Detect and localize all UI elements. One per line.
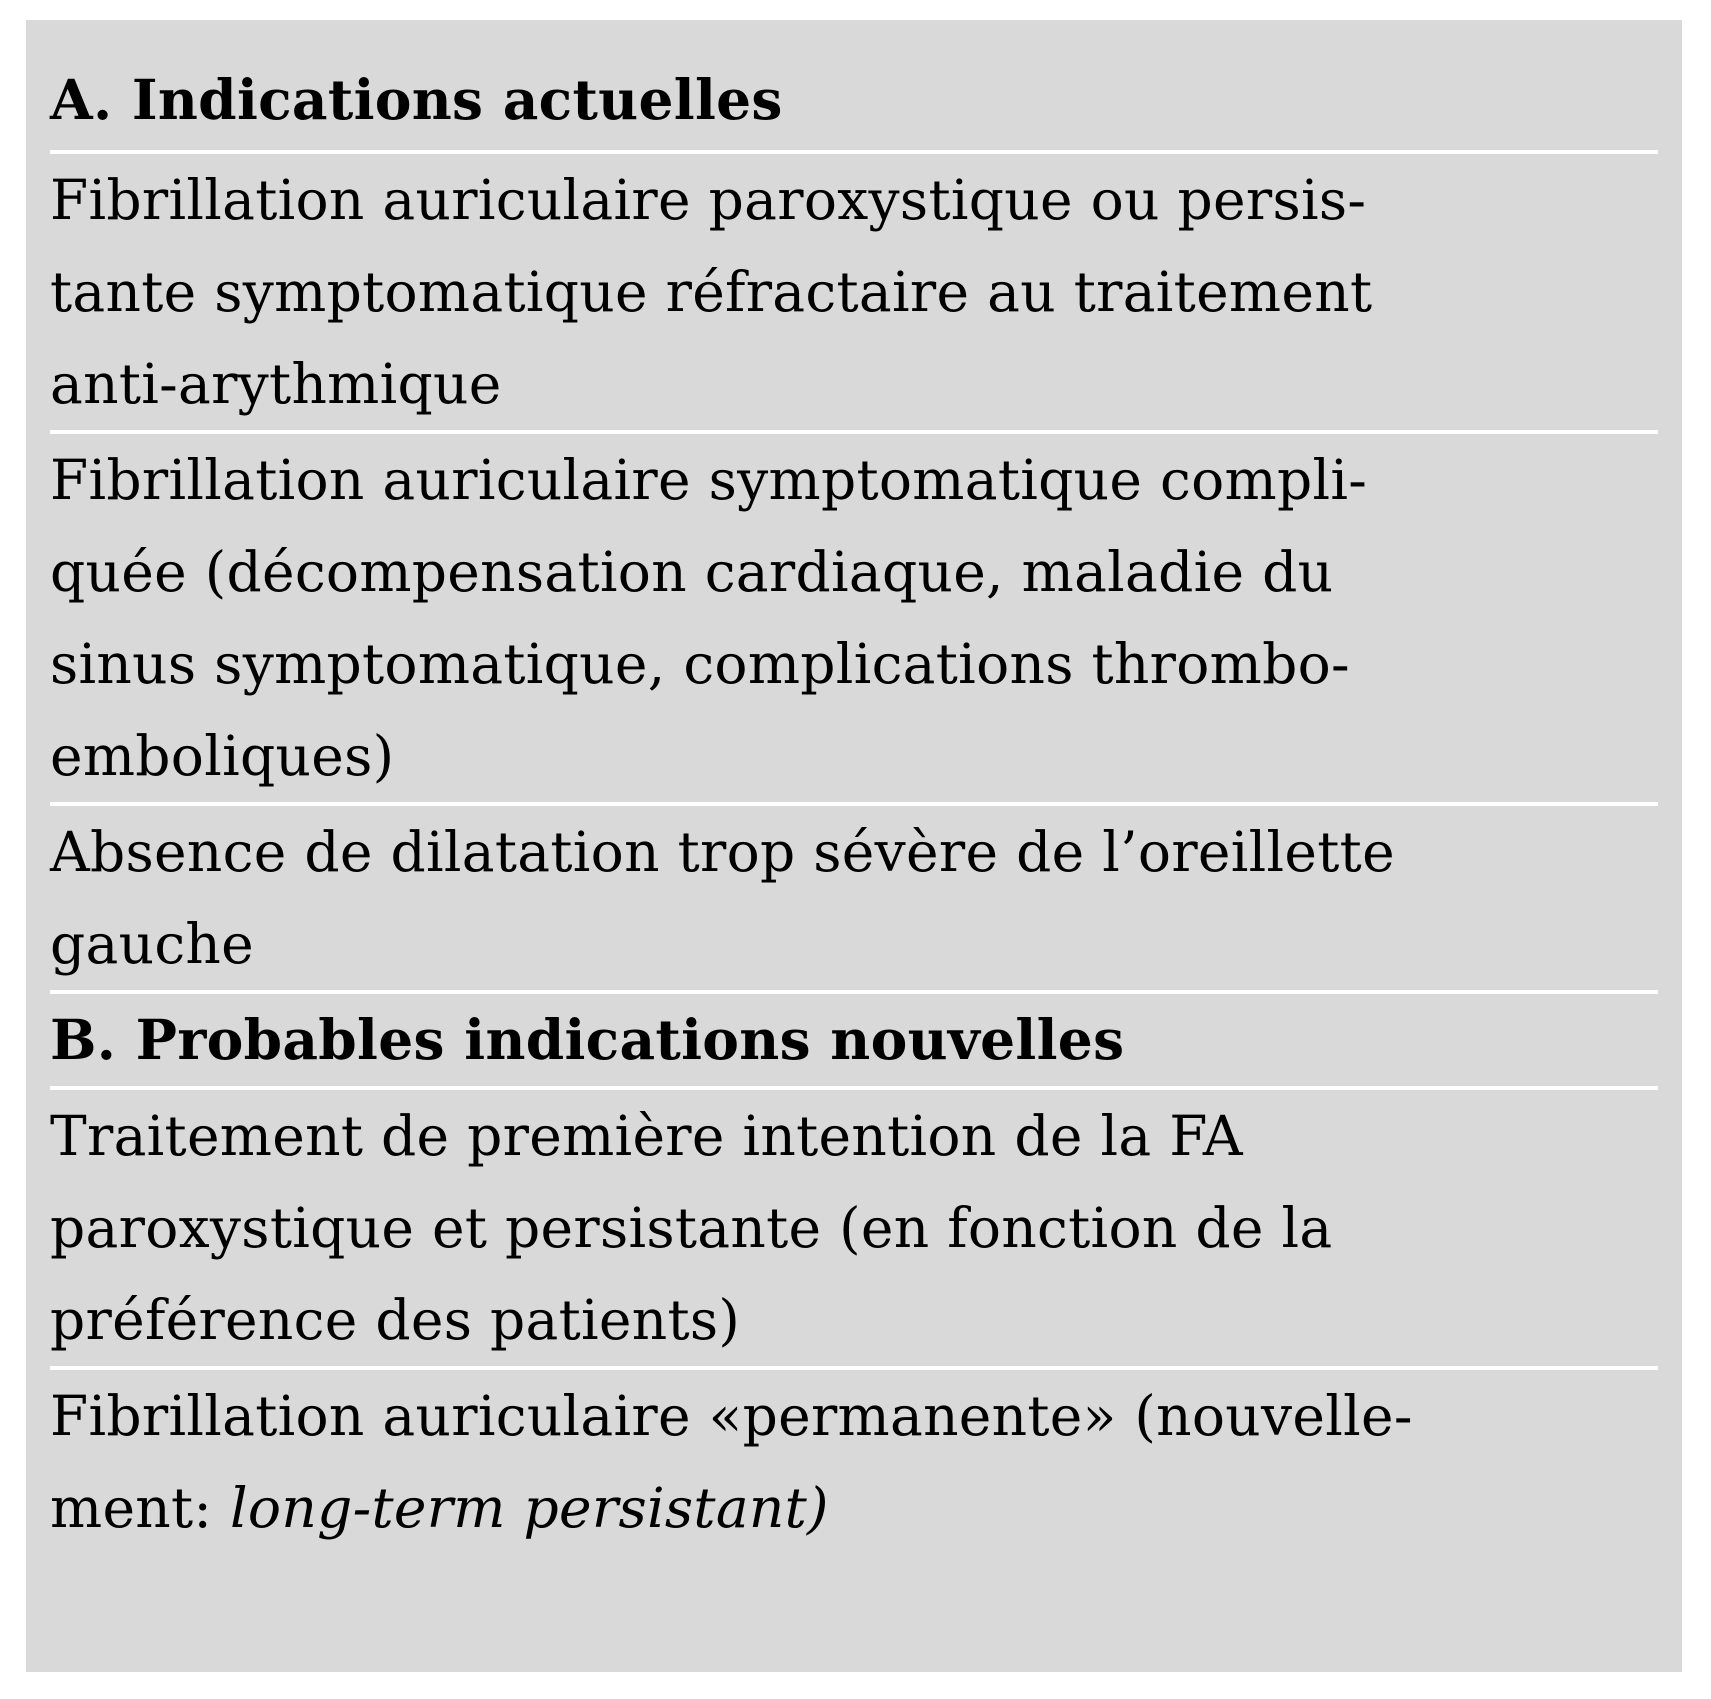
row-line: emboliques) xyxy=(50,724,395,788)
section-b-title xyxy=(50,994,1658,1090)
row-line xyxy=(50,1462,1658,1554)
heading-text: A. Indications actuelles xyxy=(50,67,783,132)
row-text: ment: xyxy=(50,1476,231,1540)
row-line: sinus symptomatique, complications thrombo- xyxy=(50,632,1350,696)
row-line: Traitement de première intention de la FA xyxy=(50,1104,1243,1168)
row-line: tante symptomatique réfractaire au traitement xyxy=(50,260,1373,324)
indications-table xyxy=(26,20,1682,1672)
section-a-title xyxy=(50,20,1658,154)
italic-term: long-term persistant) xyxy=(230,1476,829,1540)
row-line: préférence des patients) xyxy=(50,1288,741,1352)
row-line: gauche xyxy=(50,912,254,976)
row-line: Fibrillation auriculaire «permanente» (nouvelle- xyxy=(50,1384,1413,1448)
row-line: Fibrillation auriculaire symptomatique compli- xyxy=(50,448,1368,512)
row-line: Absence de dilatation trop sévère de l’oreillette xyxy=(50,820,1395,884)
table-row xyxy=(50,1090,1658,1370)
row-line: quée (décompensation cardiaque, maladie du xyxy=(50,540,1334,604)
heading-text: B. Probables indications nouvelles xyxy=(50,1007,1125,1072)
table-row xyxy=(50,434,1658,806)
table-row xyxy=(50,154,1658,434)
row-line: Fibrillation auriculaire paroxystique ou persis- xyxy=(50,168,1367,232)
row-line: anti-arythmique xyxy=(50,352,502,416)
row-line: paroxystique et persistante (en fonction de la xyxy=(50,1196,1333,1260)
table-row xyxy=(50,806,1658,994)
table-row xyxy=(50,1370,1658,1554)
